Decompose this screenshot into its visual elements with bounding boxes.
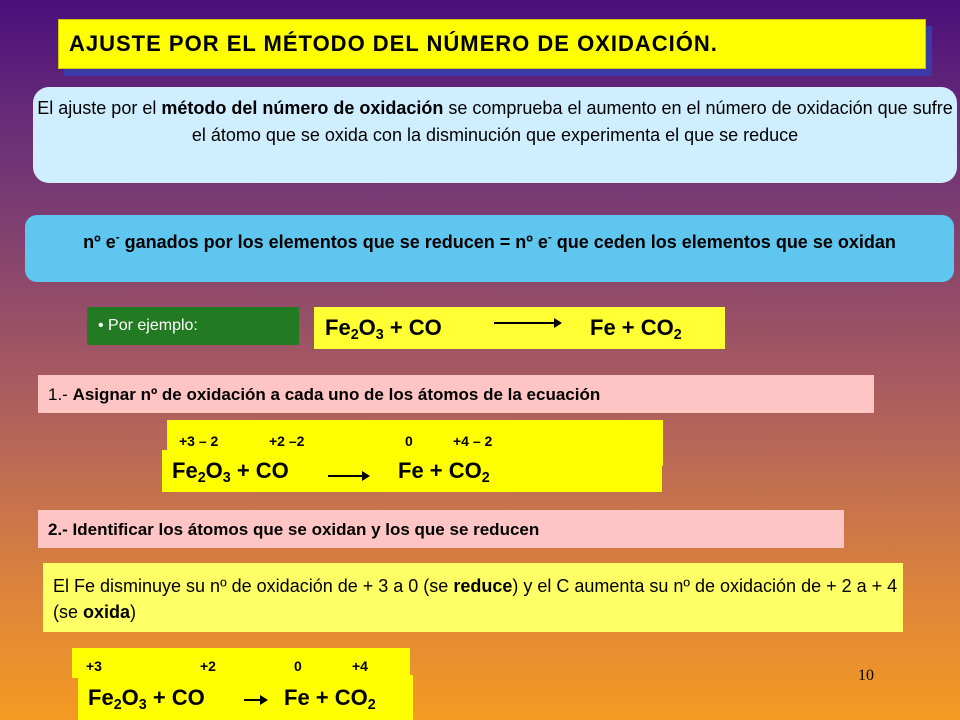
eq2-reactants [88,685,205,713]
title-banner [58,19,926,69]
expl-reduce: reduce [453,576,513,596]
expl-a: El Fe disminuye su nº de oxidación de + 3 a 0 (se [53,576,454,596]
expl-c: ) [130,602,137,622]
eq-o: O [358,315,376,340]
eq-co: + CO [383,315,442,340]
reaction-arrow-icon [494,322,560,324]
oxidation-numbers-2 [72,648,410,678]
rule-b: ganados por los elementos que se reducen = nº e [119,232,548,252]
eq-o: O [205,458,223,483]
eq1-products [398,458,490,486]
step-2-box [38,510,844,548]
eq-co: + CO [230,458,289,483]
example-label [87,307,299,345]
eq-product: Fe + CO [284,685,368,710]
eq-product: Fe + CO [590,315,674,340]
eq1-reactants [172,458,289,486]
step-1-text: Asignar nº de oxidación a cada uno de los átomos de la ecuación [72,385,601,404]
eq-fe: Fe [172,458,198,483]
equation-2 [78,675,413,720]
step-1-prefix: 1.- [48,385,73,404]
eq-sub: 2 [113,697,122,713]
page-number: 10 [858,667,874,684]
expl-oxida: oxida [83,602,131,622]
eq-fe: Fe [88,685,114,710]
ox-num: 0 [405,433,413,449]
eq-sub: 2 [673,327,682,343]
ox-num: +2 –2 [269,433,305,449]
explanation-box [43,563,903,632]
intro-bold: método del número de oxidación [161,98,444,118]
eq-sub: 3 [222,470,231,486]
intro-box [33,87,957,183]
example-label-text: • Por ejemplo: [98,317,198,334]
eq-sub: 2 [367,697,376,713]
reaction-arrow-icon [244,699,266,701]
rule-sup-1: - [115,231,120,244]
eq-sub: 2 [481,470,490,486]
ox-num: +4 – 2 [453,433,493,449]
ox-num: +3 [86,658,102,674]
eq2-products [284,685,376,713]
rule-sup-2: - [547,231,552,244]
example-reactants [325,315,442,343]
ox-num: +2 [200,658,216,674]
expl-b: ) y el C aumenta su nº de oxidación de + 2 a + 4 (se [53,576,898,622]
eq-sub: 2 [197,470,206,486]
example-products [590,315,682,343]
eq-sub: 3 [138,697,147,713]
eq-o: O [121,685,139,710]
intro-text-2: se comprueba el aumento en el número de oxidación que sufre el átomo que se oxida con la disminución que experimenta el que se reduce [191,98,953,145]
page-title: AJUSTE POR EL MÉTODO DEL NÚMERO DE OXIDACIÓN. [69,31,718,56]
ox-num: +4 [352,658,368,674]
example-equation [314,307,725,349]
step-2-text: 2.- Identificar los átomos que se oxidan y los que se reducen [48,520,540,539]
rule-a: nº e [83,232,116,252]
eq-fe: Fe [325,315,351,340]
eq-product: Fe + CO [398,458,482,483]
ox-num: 0 [294,658,302,674]
rule-c: que ceden los elementos que se oxidan [551,232,896,252]
eq-co: + CO [146,685,205,710]
ox-num: +3 – 2 [179,433,219,449]
eq-sub: 2 [350,327,359,343]
intro-text-1: El ajuste por el [37,98,162,118]
reaction-arrow-icon [328,475,368,477]
eq-sub: 3 [375,327,384,343]
step-1-box [38,375,874,413]
electron-rule-box [25,215,954,282]
equation-1 [162,450,662,492]
